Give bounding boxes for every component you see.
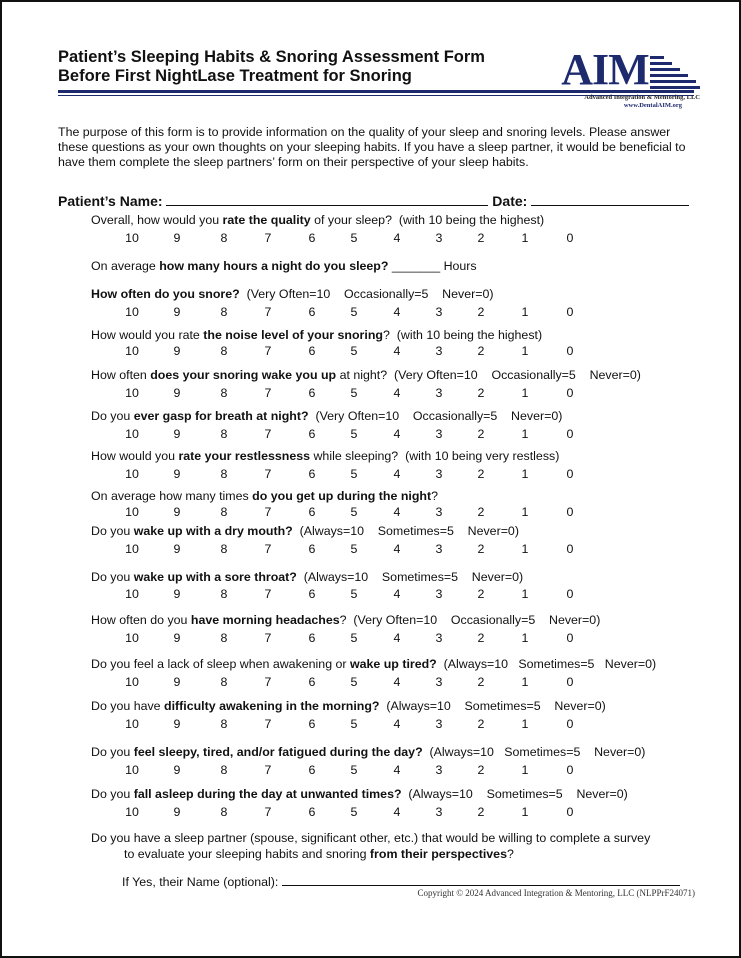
question-11 [91,613,600,627]
rating-option-2[interactable]: 2 [477,427,485,441]
rating-option-7[interactable]: 7 [264,717,272,731]
rating-option-7[interactable]: 7 [264,763,272,777]
rating-option-9[interactable]: 9 [173,542,181,556]
rating-option-4[interactable]: 4 [393,505,401,519]
question-emphasis: how many hours a night do you sleep? [159,259,389,273]
rating-option-9[interactable]: 9 [173,427,181,441]
question-emphasis: wake up with a dry mouth? [133,524,293,538]
rating-option-9[interactable]: 9 [173,505,181,519]
rating-option-4[interactable]: 4 [393,587,401,601]
rating-option-9[interactable]: 9 [173,675,181,689]
rating-option-1[interactable]: 1 [521,587,529,601]
question-emphasis: feel sleepy, tired, and/or fatigued during the day? [133,745,423,759]
rating-option-5[interactable]: 5 [350,305,358,319]
rating-option-7[interactable]: 7 [264,542,272,556]
rating-option-6[interactable]: 6 [308,305,316,319]
rating-option-6[interactable]: 6 [308,805,316,819]
partner-question-bold: from their perspectives [369,847,507,861]
rating-option-9[interactable]: 9 [173,344,181,358]
rating-option-8[interactable]: 8 [220,427,228,441]
question-10 [91,570,523,584]
rating-option-10[interactable]: 10 [125,587,139,601]
question-text: ? [431,489,439,503]
question-text: How often do you [91,613,191,627]
rating-option-5[interactable]: 5 [350,587,358,601]
rating-option-0[interactable]: 0 [566,467,574,481]
rating-option-6[interactable]: 6 [308,631,316,645]
rating-option-3[interactable]: 3 [435,587,443,601]
form-title [58,48,485,86]
rating-option-1[interactable]: 1 [521,305,529,319]
rating-option-7[interactable]: 7 [264,505,272,519]
question-2 [91,259,477,273]
rating-option-2[interactable]: 2 [477,805,485,819]
rating-option-4[interactable]: 4 [393,467,401,481]
rating-option-8[interactable]: 8 [220,542,228,556]
question-4 [91,328,542,342]
rating-option-0[interactable]: 0 [566,542,574,556]
rating-option-8[interactable]: 8 [220,763,228,777]
title-line-2: Before First NightLase Treatment for Snoring [58,67,412,85]
partner-name-field[interactable] [282,872,680,886]
rating-option-2[interactable]: 2 [477,305,485,319]
rating-option-6[interactable]: 6 [308,505,316,519]
title-line-1: Patient’s Sleeping Habits & Snoring Assessment Form [58,48,485,66]
rating-option-4[interactable]: 4 [393,231,401,245]
rating-option-10[interactable]: 10 [125,717,139,731]
rating-option-9[interactable]: 9 [173,305,181,319]
rating-option-3[interactable]: 3 [435,805,443,819]
rating-option-8[interactable]: 8 [220,631,228,645]
question-text: ? (with 10 being the highest) [382,328,543,342]
rating-option-2[interactable]: 2 [477,467,485,481]
rating-option-5[interactable]: 5 [350,386,358,400]
copyright-text: Copyright © 2024 Advanced Integration & Mentoring, LLC (NLPPrF24071) [417,888,695,898]
rating-option-5[interactable]: 5 [350,467,358,481]
question-emphasis: the noise level of your snoring [203,328,383,342]
question-text: of your sleep? (with 10 being the highest) [310,213,545,227]
rating-option-5[interactable]: 5 [350,717,358,731]
question-5 [91,368,641,382]
rating-option-8[interactable]: 8 [220,717,228,731]
rating-option-8[interactable]: 8 [220,805,228,819]
rating-option-5[interactable]: 5 [350,505,358,519]
rating-option-1[interactable]: 1 [521,542,529,556]
question-15 [91,787,628,801]
question-8 [91,489,438,503]
rating-option-2[interactable]: 2 [477,231,485,245]
rating-option-9[interactable]: 9 [173,587,181,601]
question-12 [91,657,656,671]
question-emphasis: does your snoring wake you up [150,368,337,382]
rating-option-3[interactable]: 3 [435,305,443,319]
question-text: On average [91,259,160,273]
question-emphasis: fall asleep during the day at unwanted times? [133,787,402,801]
rating-option-9[interactable]: 9 [173,631,181,645]
question-text: (Always=10 Sometimes=5 Never=0) [296,570,524,584]
question-text: ? (Very Often=10 Occasionally=5 Never=0) [339,613,601,627]
rating-option-7[interactable]: 7 [264,231,272,245]
rating-option-2[interactable]: 2 [477,717,485,731]
intro-paragraph: The purpose of this form is to provide information on the quality of your sleep and snoring levels. Please answer these questions as your own thoughts on your sleeping habits. If you have a sleep partner, it would be beneficial to have them complete the sleep partners’ form on their perspective of your sleep habits. [58,125,686,169]
rating-option-8[interactable]: 8 [220,505,228,519]
rating-option-6[interactable]: 6 [308,344,316,358]
rating-option-1[interactable]: 1 [521,631,529,645]
rating-option-10[interactable]: 10 [125,467,139,481]
question-text: On average how many times [91,489,253,503]
rating-option-7[interactable]: 7 [264,386,272,400]
question-emphasis: ever gasp for breath at night? [133,409,309,423]
rating-option-7[interactable]: 7 [264,675,272,689]
date-label: Date: [492,193,528,209]
rating-option-5[interactable]: 5 [350,675,358,689]
rating-option-3[interactable]: 3 [435,344,443,358]
rating-option-10[interactable]: 10 [125,305,139,319]
rating-option-2[interactable]: 2 [477,505,485,519]
rating-option-4[interactable]: 4 [393,631,401,645]
question-text: at night? (Very Often=10 Occasionally=5 Never=0) [336,368,641,382]
rating-option-0[interactable]: 0 [566,631,574,645]
rating-option-0[interactable]: 0 [566,305,574,319]
rating-option-4[interactable]: 4 [393,305,401,319]
rating-option-5[interactable]: 5 [350,231,358,245]
question-text: How would you rate [91,328,204,342]
rating-option-2[interactable]: 2 [477,542,485,556]
rating-option-2[interactable]: 2 [477,631,485,645]
question-text: (Always=10 Sometimes=5 Never=0) [422,745,646,759]
question-text: Do you have [91,699,165,713]
rating-option-10[interactable]: 10 [125,542,139,556]
question-7 [91,449,559,463]
question-emphasis: How often do you snore? [91,287,240,301]
rating-option-8[interactable]: 8 [220,305,228,319]
rating-option-0[interactable]: 0 [566,427,574,441]
rating-option-3[interactable]: 3 [435,505,443,519]
rating-option-10[interactable]: 10 [125,505,139,519]
rating-option-4[interactable]: 4 [393,542,401,556]
rating-option-10[interactable]: 10 [125,631,139,645]
rating-option-3[interactable]: 3 [435,763,443,777]
partner-question-line1: Do you have a sleep partner (spouse, significant other, etc.) that would be willing to complete a survey [91,831,651,845]
rating-option-3[interactable]: 3 [435,675,443,689]
rating-option-6[interactable]: 6 [308,587,316,601]
rating-option-4[interactable]: 4 [393,805,401,819]
rating-option-1[interactable]: 1 [521,505,529,519]
question-emphasis: difficulty awakening in the morning? [164,699,380,713]
rating-option-3[interactable]: 3 [435,631,443,645]
rating-option-7[interactable]: 7 [264,427,272,441]
partner-name-label: If Yes, their Name (optional): [122,875,279,889]
rating-option-4[interactable]: 4 [393,763,401,777]
rating-option-6[interactable]: 6 [308,427,316,441]
rating-option-1[interactable]: 1 [521,344,529,358]
rating-option-6[interactable]: 6 [308,542,316,556]
partner-name-row [122,872,680,889]
rating-option-5[interactable]: 5 [350,631,358,645]
rating-option-8[interactable]: 8 [220,675,228,689]
rating-option-2[interactable]: 2 [477,386,485,400]
question-emphasis: wake up tired? [349,657,437,671]
rating-option-6[interactable]: 6 [308,675,316,689]
rating-option-1[interactable]: 1 [521,386,529,400]
rating-option-0[interactable]: 0 [566,231,574,245]
rating-option-4[interactable]: 4 [393,427,401,441]
rating-option-9[interactable]: 9 [173,763,181,777]
rating-option-6[interactable]: 6 [308,763,316,777]
question-1 [91,213,544,227]
question-emphasis: rate the quality [222,213,311,227]
rating-option-3[interactable]: 3 [435,467,443,481]
rating-option-10[interactable]: 10 [125,231,139,245]
rating-option-7[interactable]: 7 [264,805,272,819]
rating-option-5[interactable]: 5 [350,344,358,358]
question-text: Do you [91,787,134,801]
logo-company: Advanced Integration & Mentoring, LLC [584,94,700,101]
question-text: Do you [91,409,134,423]
sleep-partner-question [91,830,650,862]
rating-option-5[interactable]: 5 [350,427,358,441]
rating-option-9[interactable]: 9 [173,805,181,819]
rating-option-1[interactable]: 1 [521,763,529,777]
rating-option-5[interactable]: 5 [350,542,358,556]
question-text: Do you [91,524,134,538]
rating-option-10[interactable]: 10 [125,386,139,400]
partner-question-end: ? [506,847,514,861]
rating-option-9[interactable]: 9 [173,386,181,400]
rating-option-4[interactable]: 4 [393,344,401,358]
rating-option-3[interactable]: 3 [435,231,443,245]
rating-option-6[interactable]: 6 [308,386,316,400]
question-9 [91,524,519,538]
rating-option-2[interactable]: 2 [477,587,485,601]
rating-option-2[interactable]: 2 [477,675,485,689]
rating-option-8[interactable]: 8 [220,231,228,245]
rating-option-3[interactable]: 3 [435,717,443,731]
question-text: (Very Often=10 Occasionally=5 Never=0) [239,287,494,301]
rating-option-1[interactable]: 1 [521,717,529,731]
question-text: Do you [91,745,134,759]
rating-option-8[interactable]: 8 [220,386,228,400]
question-text: (Very Often=10 Occasionally=5 Never=0) [308,409,563,423]
rating-option-2[interactable]: 2 [477,344,485,358]
rating-option-7[interactable]: 7 [264,467,272,481]
rating-option-0[interactable]: 0 [566,505,574,519]
patient-name-field[interactable] [166,192,488,206]
question-6 [91,409,562,423]
rating-option-8[interactable]: 8 [220,344,228,358]
rating-option-3[interactable]: 3 [435,542,443,556]
question-emphasis: wake up with a sore throat? [133,570,297,584]
rating-option-2[interactable]: 2 [477,763,485,777]
question-13 [91,699,606,713]
question-text: How often [91,368,151,382]
question-text: while sleeping? (with 10 being very restless) [310,449,560,463]
rating-option-7[interactable]: 7 [264,631,272,645]
rating-option-3[interactable]: 3 [435,427,443,441]
rating-option-0[interactable]: 0 [566,344,574,358]
rating-option-8[interactable]: 8 [220,587,228,601]
rating-option-4[interactable]: 4 [393,717,401,731]
question-text: (Always=10 Sometimes=5 Never=0) [379,699,606,713]
rating-option-1[interactable]: 1 [521,427,529,441]
logo-mark: AIM [561,45,649,94]
rating-option-1[interactable]: 1 [521,805,529,819]
patient-info-row [58,192,698,209]
rating-option-1[interactable]: 1 [521,675,529,689]
rating-option-1[interactable]: 1 [521,467,529,481]
rating-option-10[interactable]: 10 [125,344,139,358]
rating-option-8[interactable]: 8 [220,467,228,481]
rating-option-4[interactable]: 4 [393,675,401,689]
rating-option-10[interactable]: 10 [125,675,139,689]
question-text: Do you [91,570,134,584]
question-text: How would you [91,449,179,463]
rating-option-0[interactable]: 0 [566,587,574,601]
rating-option-6[interactable]: 6 [308,231,316,245]
rating-option-9[interactable]: 9 [173,467,181,481]
question-text: (Always=10 Sometimes=5 Never=0) [401,787,628,801]
rating-option-5[interactable]: 5 [350,763,358,777]
rating-option-3[interactable]: 3 [435,386,443,400]
question-14 [91,745,645,759]
question-text: (Always=10 Sometimes=5 Never=0) [436,657,657,671]
partner-question-line2: to evaluate your sleeping habits and snoring [124,847,370,861]
rating-option-7[interactable]: 7 [264,344,272,358]
rating-option-0[interactable]: 0 [566,805,574,819]
question-emphasis: have morning headaches [190,613,340,627]
rating-option-10[interactable]: 10 [125,805,139,819]
rating-option-0[interactable]: 0 [566,675,574,689]
question-text: (Always=10 Sometimes=5 Never=0) [292,524,519,538]
question-emphasis: rate your restlessness [178,449,311,463]
logo-url: www.DentalAIM.org [623,102,682,109]
rating-option-0[interactable]: 0 [566,763,574,777]
aim-logo [550,45,700,114]
rating-option-0[interactable]: 0 [566,386,574,400]
rating-option-5[interactable]: 5 [350,805,358,819]
rating-option-9[interactable]: 9 [173,231,181,245]
rating-option-0[interactable]: 0 [566,717,574,731]
rating-option-7[interactable]: 7 [264,305,272,319]
rating-option-7[interactable]: 7 [264,587,272,601]
rating-option-4[interactable]: 4 [393,386,401,400]
question-emphasis: do you get up during the night [252,489,432,503]
rating-option-9[interactable]: 9 [173,717,181,731]
rating-option-6[interactable]: 6 [308,717,316,731]
rating-option-6[interactable]: 6 [308,467,316,481]
rating-option-10[interactable]: 10 [125,763,139,777]
question-text: Overall, how would you [91,213,223,227]
question-text: _______ Hours [388,259,477,273]
question-text: Do you feel a lack of sleep when awakening or [91,657,350,671]
date-field[interactable] [531,192,689,206]
patient-name-label: Patient’s Name: [58,193,163,209]
rating-option-1[interactable]: 1 [521,231,529,245]
rating-option-10[interactable]: 10 [125,427,139,441]
question-3 [91,287,493,301]
